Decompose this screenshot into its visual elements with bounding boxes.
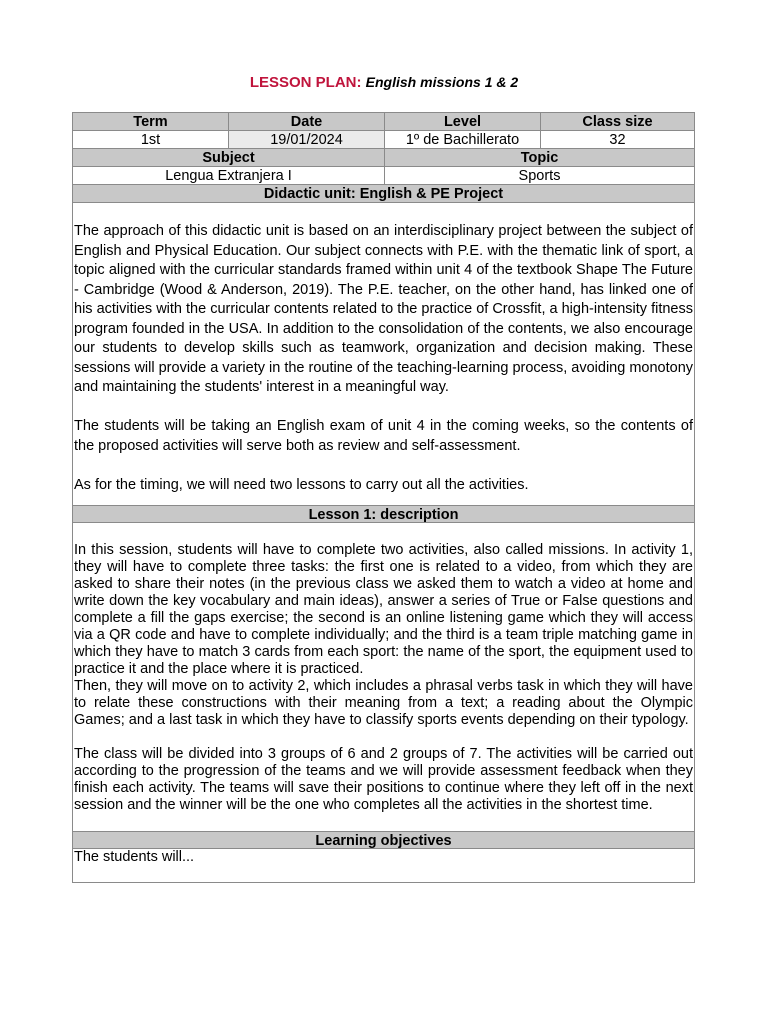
title-subtitle: English missions 1 & 2: [365, 74, 519, 90]
didactic-unit-body: [73, 203, 694, 505]
lesson-paragraph: Then, they will move on to activity 2, which includes a phrasal verbs task in which they will have to relate these constructions with their meaning from a text; a reading about the Olympic Games; and a last task in which they have to classify sports events depending on their typology.: [74, 678, 693, 728]
didactic-paragraph: The approach of this didactic unit is based on an interdisciplinary project between the subject of English and Physical Education. Our subject connects with P.E. with the thematic link of sport, a topic aligned with the curricular standards framed within unit 4 of the textbook Shape The Future - Cambridge (Wood & Anderson, 2019). The P.E. teacher, on the other hand, has linked one of his activities with the curricular contents related to the practice of Crossfit, a high-intensity fitness program founded in the USA. In addition to the consolidation of the contents, we also encourage our students to develop skills such as teamwork, organization and decision making. These sessions will provide a variety in the routine of the teaching-learning process, avoiding monotony and maintaining the students' interest in a meaningful way.: [74, 223, 694, 395]
title-main: LESSON PLAN:: [249, 74, 362, 91]
topic-value: Sports: [385, 167, 694, 185]
level-header: Level: [385, 113, 541, 131]
learning-objectives-body: The students will...: [74, 849, 195, 865]
info-value-row: [73, 131, 694, 149]
info-header-row: [73, 113, 694, 131]
subject-header: Subject: [73, 149, 385, 167]
subject-value: Lengua Extranjera I: [73, 167, 385, 185]
subject-value-row: [73, 167, 694, 185]
date-header: Date: [229, 113, 385, 131]
lesson-plan-table: [72, 112, 695, 883]
lesson-paragraph: In this session, students will have to complete two activities, also called missions. In activity 1, they will have to complete three tasks: the first one is related to a video, from which they are asked to share their notes (in the previous class we asked them to watch a video at home and write down the key vocabulary and main ideas), answer a series of True or False questions and complete a fill the gaps exercise; the second is an online listening game which they will access via a QR code and have to complete individually; and the third is a team triple matching game in which they have to match 3 cards from each sport: the name of the sport, the equipment used to practice it and the place where it is practiced.: [74, 542, 693, 677]
lesson-plan-title: [0, 72, 768, 93]
lesson-1-heading: Lesson 1: description: [73, 505, 694, 523]
didactic-paragraph: As for the timing, we will need two lessons to carry out all the activities.: [74, 476, 529, 493]
topic-header: Topic: [385, 149, 694, 167]
class-size-header: Class size: [541, 113, 694, 131]
level-value: 1º de Bachillerato: [385, 131, 541, 149]
didactic-unit-heading: Didactic unit: English & PE Project: [73, 185, 694, 203]
subject-header-row: [73, 149, 694, 167]
date-value: 19/01/2024: [229, 131, 385, 149]
didactic-paragraph: The students will be taking an English exam of unit 4 in the coming weeks, so the contents of the proposed activities will serve both as review and self-assessment.: [74, 418, 693, 454]
lesson-paragraph: The class will be divided into 3 groups of 6 and 2 groups of 7. The activities will be carried out according to the progression of the teams and we will provide assessment feedback when they finish each activity. The teams will save their positions to continue where they left off in the next session and the winner will be the one who completes all the activities in the shortest time.: [74, 746, 693, 813]
term-header: Term: [73, 113, 229, 131]
class-size-value: 32: [541, 131, 694, 149]
lesson-1-body: [73, 523, 694, 831]
term-value: 1st: [73, 131, 229, 149]
learning-objectives-heading: Learning objectives: [73, 831, 694, 849]
